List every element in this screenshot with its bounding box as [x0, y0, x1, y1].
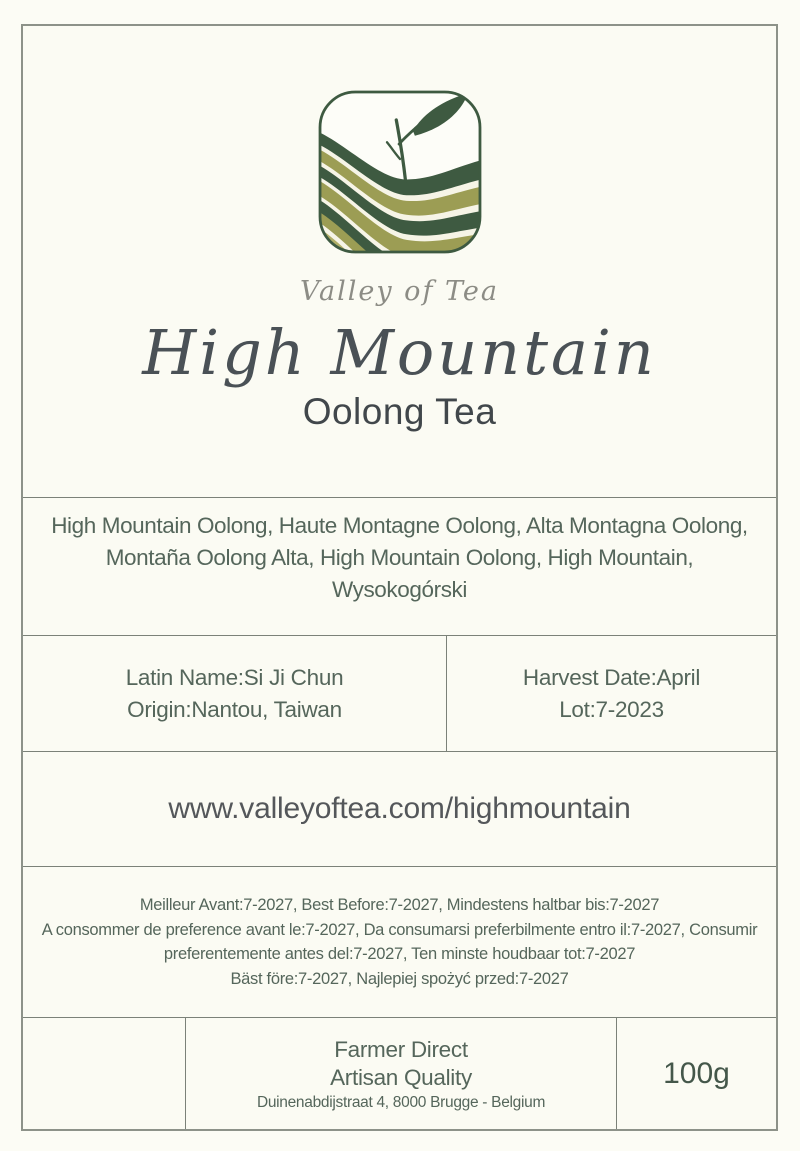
translated-names-line: High Mountain Oolong, Haute Montagne Oolong, Alta Montagna Oolong,: [51, 512, 748, 538]
harvest-date: Harvest Date:April: [522, 664, 701, 690]
website-section: [23, 751, 776, 866]
best-before-line: Bäst före:7-2027, Najlepiej spożyć przed:7-2027: [230, 969, 569, 988]
label-header: [23, 26, 776, 497]
valley-of-tea-logo: [307, 78, 493, 266]
tea-label: [21, 24, 778, 1131]
origin: Origin:Nantou, Taiwan: [127, 696, 342, 722]
translated-names-line: Wysokogórski: [331, 576, 468, 602]
best-before-line: A consommer de preference avant le:7-2027, Da consumarsi preferbilmente entro il:7-2027, Consumir: [41, 920, 758, 939]
harvest-info-cell: [446, 636, 776, 751]
product-title: High Mountain: [142, 316, 657, 389]
footer-section: [23, 1017, 776, 1129]
net-weight: 100g: [663, 1056, 730, 1090]
farmer-direct-text: Farmer Direct: [334, 1036, 468, 1062]
product-subtitle: Oolong Tea: [302, 391, 497, 433]
product-info-section: [23, 635, 776, 751]
translated-names-section: [23, 497, 776, 635]
brand-name: Valley of Tea: [299, 276, 500, 307]
website-url: www.valleyoftea.com/highmountain: [168, 792, 631, 825]
best-before-line: preferentemente antes del:7-2027, Ten minste houdbaar tot:7-2027: [163, 945, 636, 963]
lot-number: Lot:7-2023: [559, 696, 664, 722]
producer-address: Duinenabdijstraat 4, 8000 Brugge - Belgium: [256, 1093, 546, 1111]
producer-info-cell: [185, 1018, 617, 1129]
tea-valley-waves-icon: [307, 78, 493, 266]
best-before-line: Meilleur Avant:7-2027, Best Before:7-2027, Mindestens haltbar bis:7-2027: [139, 896, 660, 914]
artisan-quality-text: Artisan Quality: [330, 1064, 472, 1090]
best-before-section: [23, 866, 776, 1017]
origin-info-cell: [23, 636, 446, 751]
translated-names-line: Montaña Oolong Alta, High Mountain Oolong, High Mountain,: [105, 544, 694, 570]
footer-empty-cell: [23, 1018, 185, 1129]
latin-name: Latin Name:Si Ji Chun: [125, 664, 344, 690]
net-weight-cell: [617, 1018, 776, 1129]
